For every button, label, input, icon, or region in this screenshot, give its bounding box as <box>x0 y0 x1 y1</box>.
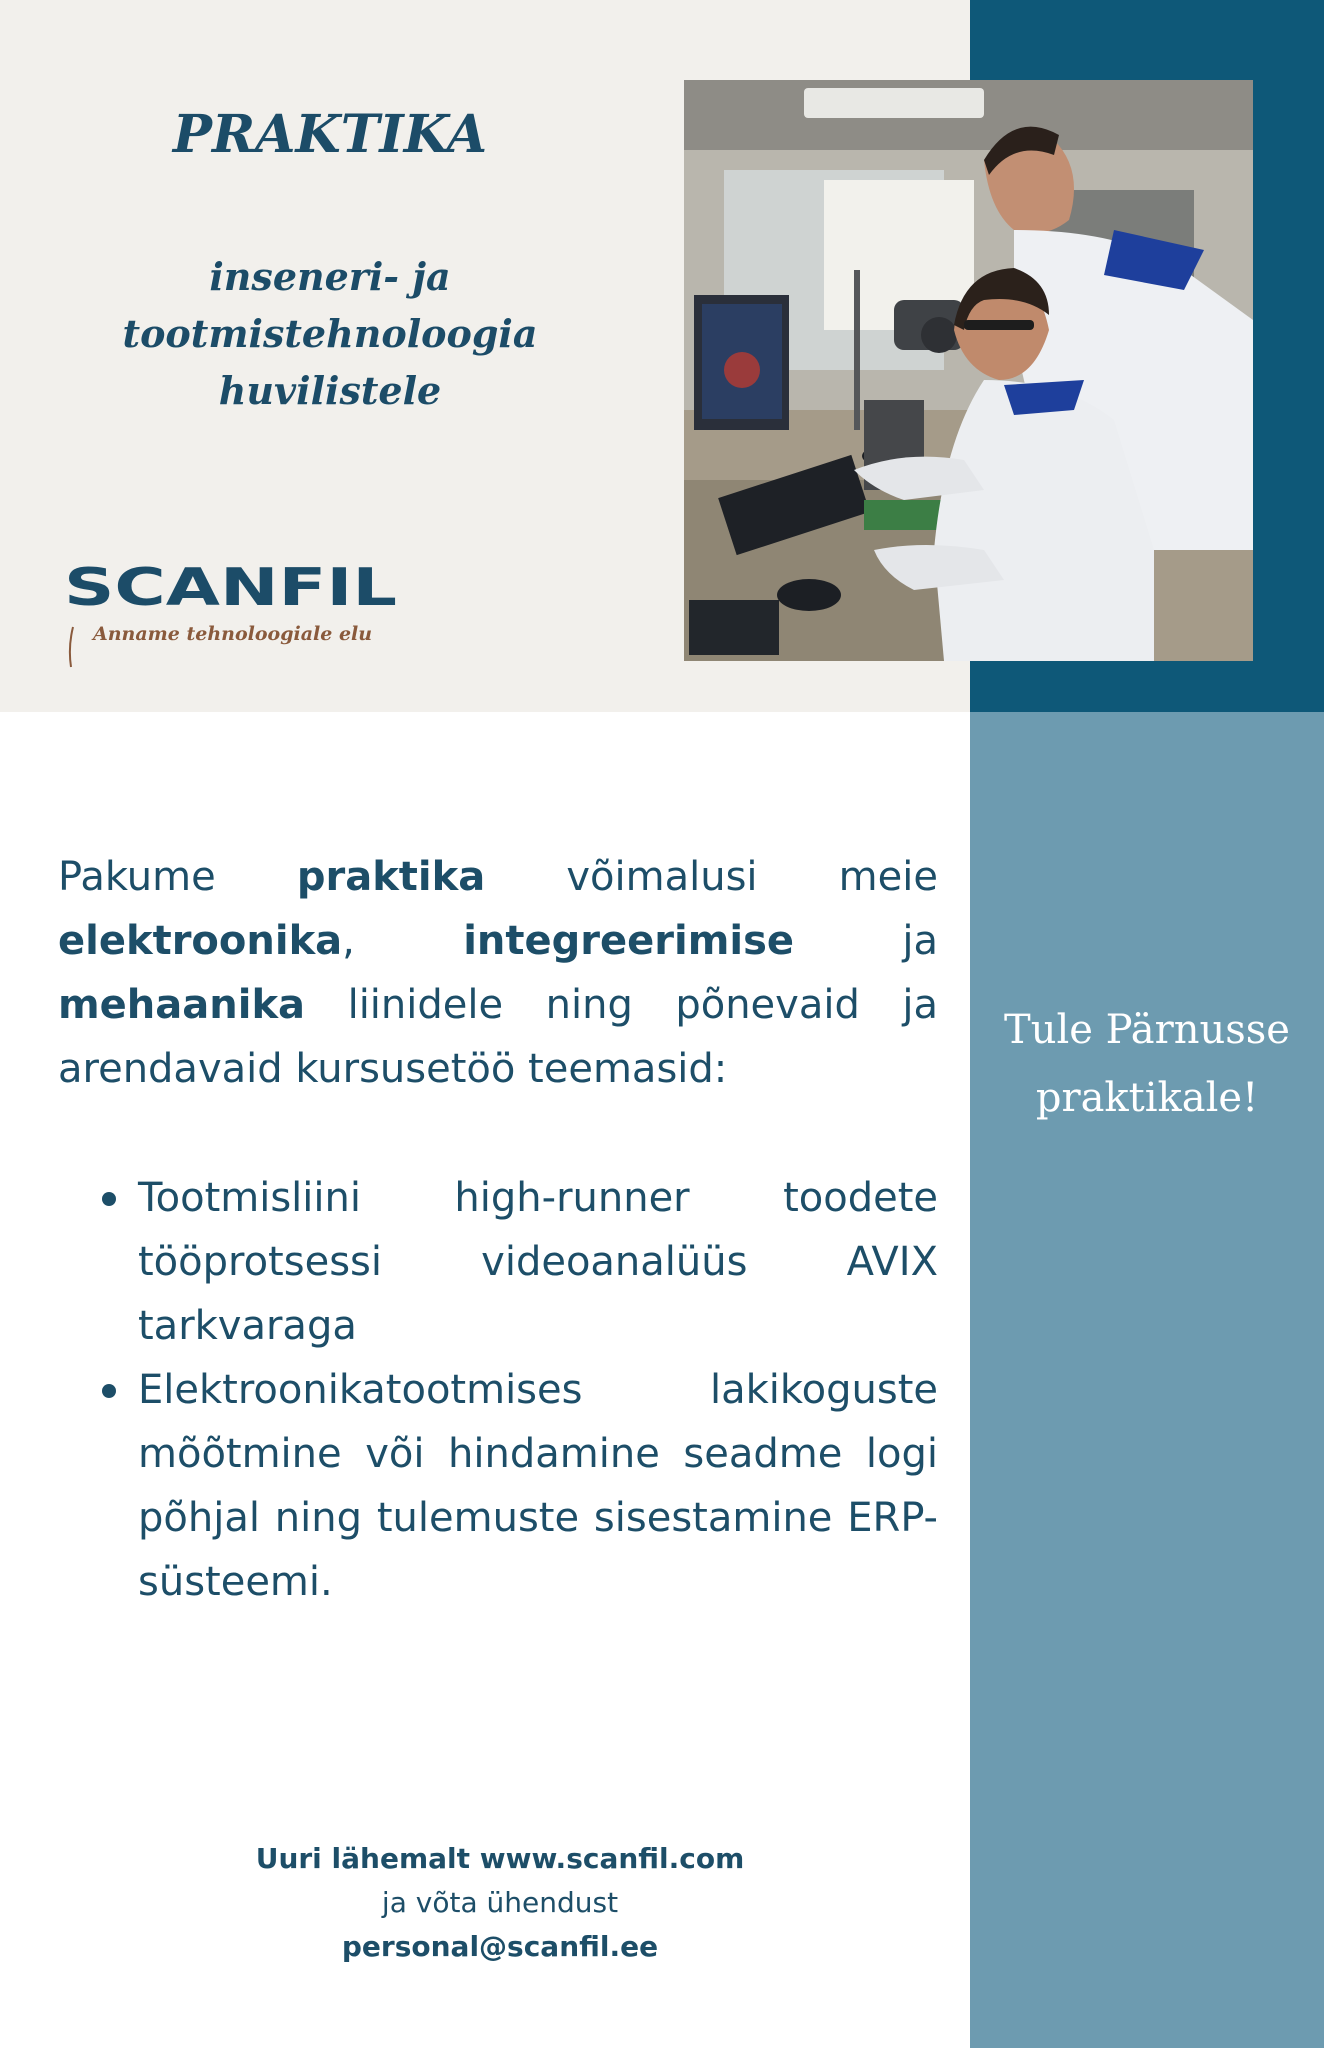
brand-tagline: Anname tehnoloogiale elu <box>93 623 373 645</box>
website-link[interactable]: Uuri lähemalt www.scanfil.com <box>255 1842 745 1875</box>
list-item-text: Tootmisliini high-runner toodete tööprotsessi videoanalüüs AVIX tarkvaraga <box>138 1175 938 1349</box>
intro-text: ja <box>794 918 938 964</box>
subtitle-line: huvilistele <box>218 368 442 413</box>
intro-text: , <box>342 918 464 964</box>
page-subtitle <box>60 248 600 419</box>
cta-line: praktikale! <box>1035 1075 1259 1121</box>
intro-keyword: mehaanika <box>58 982 306 1028</box>
tagline-accent-mark <box>67 625 75 669</box>
topics-list <box>100 1166 938 1614</box>
intro-keyword: elektroonika <box>58 918 343 964</box>
list-item-text: Elektroonikatootmises lakikoguste mõõtmine või hindamine seadme logi põhjal ning tulemuste sisestamine ERP-süsteemi. <box>138 1367 938 1605</box>
intro-keyword: integreerimise <box>463 918 795 964</box>
side-panel <box>970 712 1324 2048</box>
intro-text: liinidele ning põnevaid ja arendavaid kursusetöö teemasid: <box>58 982 938 1092</box>
intro-text: Pakume <box>58 854 297 900</box>
intro-keyword: praktika <box>296 854 486 900</box>
bullet-icon <box>102 1192 116 1206</box>
subtitle-line: tootmistehnoloogia <box>122 311 538 356</box>
page-title: PRAKTIKA <box>172 104 488 165</box>
intro-text: võimalusi meie <box>485 854 938 900</box>
intro-paragraph <box>58 845 938 1101</box>
list-item <box>100 1358 938 1614</box>
scanfil-logo <box>64 555 399 613</box>
bullet-icon <box>102 1384 116 1398</box>
call-to-action <box>970 996 1324 1132</box>
email-link[interactable]: personal@scanfil.ee <box>341 1930 659 1963</box>
contact-footer <box>170 1837 830 1969</box>
cta-line: Tule Pärnusse <box>1004 1007 1290 1053</box>
logo-wordmark: SCANFIL <box>64 558 397 613</box>
list-item <box>100 1166 938 1358</box>
hero-photo <box>684 80 1253 661</box>
contact-prompt: ja võta ühendust <box>381 1886 619 1919</box>
subtitle-line: inseneri- ja <box>209 254 451 299</box>
